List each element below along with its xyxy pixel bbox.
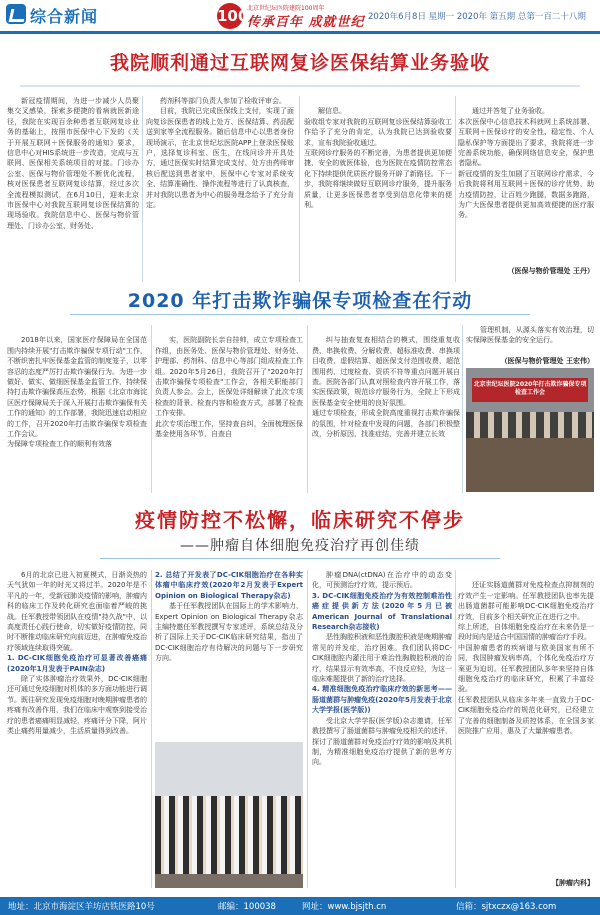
article2-column-1 bbox=[7, 325, 147, 493]
article1-paragraph: 通过并答复了业务验收。 本次医保中心信息技术科就网上系统部署、互联网＋医保诊疗的安全性、稳定性、个人隐私保护等方面提出了要求，我院将进一步完善系统功能，确保网络信息安全，保护患者隐私。 新冠疫情的发生加剧了互联网诊疗需求，今后我院将利用互联网＋医保的诊疗优势，助力疫情防控，让百姓少跑腿，数据多跑路，为广大医保患者提供更加高效便捷的医疗服务。 bbox=[458, 107, 594, 220]
article2-paragraph: 管理机制，从源头落实有效治理，切实保障医保基金的安全运行。 bbox=[466, 326, 594, 345]
centennial-badge: 100 bbox=[217, 3, 243, 29]
article1-paragraph: 药剂科等部门负责人参加了检收评审会。 bbox=[160, 97, 286, 105]
article3-subheading: 1. DC-CIK细胞免疫治疗可显著改善癌痛(2020年1月发表于PAIN杂志) bbox=[7, 654, 147, 673]
centennial-caption: 北京世纪坛医院建院100周年 bbox=[247, 5, 325, 12]
article3-paragraph: 除了实体肿瘤治疗效果外，DC-CIK细胞还可通过免疫细胞对机体的多方面功能进行调节。既往研究发现免疫细胞对晚期肿瘤患者的疼痛有改善作用，我们在临床中观察到接受治疗的患者癌痛明显减轻，疼痛评分下降，阿片类止痛药用量减少，生活质量得到改善。 bbox=[7, 675, 147, 736]
article3-signature: 【肿瘤内科】 bbox=[552, 879, 594, 887]
column-divider bbox=[151, 325, 152, 493]
article3-rule bbox=[100, 558, 500, 559]
article1-paragraph: 新冠疫情期间，为进一步减少人员聚集交叉感染，探索多便捷的看病就医新途径，我院在实现百余种患者互联网复诊业务的基础上，按照市医保中心下发的《关于开展互联网＋医保服务的通知》要求，信息中心对HIS系统进一步改造，完成与互联网、医保相关系统项目的对接。门诊办公室、医保与物价管理处不断优化流程，核对医保患者互联网复诊结算，经过多次全流程模拟测试，在6月10日，迎来北京市医保中心对我院互联网复诊医保结算的现场验收。我院信息中心、医保与物价管理处、门诊办公室、财务处、 bbox=[7, 97, 139, 230]
article2-column-2 bbox=[155, 325, 303, 493]
footer-email-link[interactable]: 信箱：sjtxczx@163.com bbox=[456, 902, 557, 912]
article3-paragraph: 肿瘤DNA(ctDNA)在治疗中的动态变化，可预测治疗疗效，提示预后。 bbox=[312, 571, 452, 590]
article3-subheading: 3. DC-CIK细胞免疫治疗为有效控制难治性癌症提供新方法(2020年5月已被American Journal of Translational Research杂志接收) bbox=[312, 591, 452, 632]
article2-paragraph: 2018年以来，国家医疗保障局在全国范围内持续开展"打击欺诈骗保专项行动"工作，不断织密扎牢医保基金监管的制度笼子，以零容忍的态度严厉打击欺诈骗保行为。为进一步做好、做实、做细医保基金监管工作，持续保持打击欺诈骗保高压态势，根据《北京市海淀区医疗保障局关于深入开展打击欺诈骗保有关工作的通知》的工作部署，我院迅速启动相应的工作，召开2020年打击欺诈骗保专项检查工作会议。 为保障专项检查工作的顺利有效落 bbox=[7, 336, 147, 449]
column-divider bbox=[455, 96, 456, 282]
article3-column-4 bbox=[458, 570, 594, 870]
article3-column-2 bbox=[155, 570, 303, 738]
article3-subtitle: ——肿瘤自体细胞免疫治疗再创佳绩 bbox=[180, 538, 420, 554]
article3-subheading: 4. 精准细胞免疫治疗临床疗效的新思考——肠道菌群与肿瘤免疫(2020年5月发表于北京大学学报(医学版)) bbox=[312, 685, 452, 715]
photo-table bbox=[466, 438, 594, 492]
photo-floor bbox=[155, 874, 303, 888]
article3-paragraph: 基于任军教授团队在国际上的学术影响力，Expert Opinion on Biological Therapy杂志主编特邀任军教授撰写专家述评，系统总结及分析了国际上关于DC-CIK临床研究结果，指出了DC-CIK细胞治疗有待解决的问题与下一步研究方向。 bbox=[155, 602, 303, 663]
masthead bbox=[0, 0, 600, 34]
article2-column-3 bbox=[312, 325, 460, 493]
column-divider bbox=[307, 570, 308, 888]
article3-paragraph: 还证实肠道菌群对免疫检查点抑制剂的疗效产生一定影响。任军教授团队也率先提出肠道菌群可能影响DC-CIK细胞免疫治疗疗效，目前多个相关研究正在进行之中。 综上所述，自体细胞免疫治疗在未来仍是一段时间内是适合中国国情的肿瘤治疗手段。 中国肿瘤患者的疾病谱与欧美国家有所不同，我国肿瘤发病率高，个体化免疫治疗方案更为迫切。任军教授团队多年来坚持自体细胞免疫治疗的临床研究，积累了丰富经验。 任军教授团队从临床多年来一直致力于DC-CIK细胞免疫治疗的规范化研究，已经建立了完善的细胞制备及质控体系，在全国多家医院推广应用，惠及了大量肿瘤患者。 bbox=[458, 581, 594, 736]
footer-website-link[interactable]: 网址：www.bjsjth.cn bbox=[302, 902, 387, 912]
article1-column-1 bbox=[7, 96, 139, 286]
group-photo bbox=[155, 742, 303, 888]
article1-headline: 我院顺利通过互联网复诊医保结算业务验收 bbox=[109, 52, 490, 74]
article2-headline: 2020 年打击欺诈骗保专项检查在行动 bbox=[127, 290, 473, 312]
column-divider bbox=[455, 570, 456, 888]
article3-subheading: 2. 总结了开发表了DC-CIK细胞治疗在各种实体瘤中临床疗效(2020年2月发表于Expert Opinion on Biological Therapy杂志) bbox=[155, 571, 303, 600]
article3-column-3 bbox=[312, 570, 452, 888]
article3-paragraph: 6月的北京已进入初夏模式，日渐炎热的天气犹如一年的时光又将过半。2020年是不平凡的一年，受新冠肺炎疫情的影响，肿瘤内科的临床工作及转化研究也面临着严峻的挑战。任军教授带领团队在疫情"持久战"中，以高度责任心践行使命，切实做好疫情防控，同时不断推动临床研究向前迈进，在肿瘤免疫治疗领域连续取得突破。 bbox=[7, 571, 147, 652]
column-divider bbox=[151, 570, 152, 888]
section-title: 综合新闻 bbox=[30, 7, 99, 26]
article3-headline: 疫情防控不松懈，临床研究不停步 bbox=[135, 508, 465, 532]
article1-column-4 bbox=[458, 96, 594, 254]
masthead-divider bbox=[0, 31, 600, 34]
article1-paragraph: 目前，我院已完成医保线上支付，实现了面向复诊医保患者的线上处方、医保结算、药品配送到家等全流程服务。随后信息中心以患者身份现场演示，在北京世纪坛医院APP上登录医保账户，选择复诊科室、医生，在线问诊并开具处方，通过医保实时结算完成支付，处方由药师审核后配送到患者家中，医保中心专家对系统安全、结算准确性、操作流程等进行了认真核查，并对我院以患者为中心的服务理念给予了充分肯定。 bbox=[146, 107, 294, 210]
article3-paragraph: 受北京大学学报(医学版)杂志邀请，任军教授撰写了肠道菌群与肿瘤免疫相关的述评，探讨了肠道菌群对免疫治疗疗效的影响及其机制，为精准细胞免疫治疗提供了新的思考方向。 bbox=[312, 716, 452, 767]
article1-rule bbox=[20, 85, 580, 87]
article3-paragraph: 恶性胸腔积液和恶性腹腔积液是晚期肿瘤常见的并发症，治疗困难。我们团队将DC-CIK细胞腔内灌注用于难治性胸腹腔积液的治疗，结果显示有效率高，不良反应轻，为这一临床难题提供了新的治疗选择。 bbox=[312, 633, 452, 684]
newspaper-logo-icon bbox=[6, 4, 26, 24]
footer-address: 地址：北京市海淀区羊坊店铁医路10号 bbox=[8, 902, 155, 912]
column-divider bbox=[462, 325, 463, 493]
column-divider bbox=[307, 325, 308, 493]
meeting-banner: 北京世纪坛医院2020年打击欺诈骗保专项检查工作会 bbox=[472, 378, 588, 402]
footer-postcode: 邮编：100038 bbox=[218, 902, 276, 912]
footer-bar bbox=[0, 897, 600, 915]
column-divider bbox=[142, 96, 143, 282]
article1-column-3 bbox=[304, 96, 452, 286]
article2-paragraph: 实，医院副院长亲自挂帅，成立专项检查工作组，由医务处、医保与物价管理处、财务处、护理部、药剂科、信息中心等部门组成检查工作组。2020年5月26日，我院召开了"2020年打击欺诈骗保专项检查"工作会，各相关职能部门负责人参会。会上，医保处详细解读了此次专项检查的背景、检查内容和检查方式，部署了检查工作安排。 此次专项治理工作，坚持查自纠，全面梳理医保基金使用各环节，自查自 bbox=[155, 336, 303, 439]
centennial-slogan: 传承百年 成就世纪 bbox=[247, 15, 365, 30]
article2-paragraph: 纠与抽查复查相结合的模式，围绕重复收费、串换收费、分解收费、超标准收费、串换项目收费、虚假结算、超医保支付范围收费、超范围用药、过度检查、资质不符等重点问题开展自查。医院各部门认真对照检查内容开展工作，落实医保政策，规范诊疗服务行为，全院上下形成医保基金安全使用的良好氛围。 通过专项检查，形成全院高度重视打击欺诈骗保的氛围，针对检查中发现的问题，各部门积极整改，分析原因，找准症结，完善并建立长效 bbox=[312, 336, 460, 439]
article3-column-1 bbox=[7, 570, 147, 888]
meeting-photo bbox=[466, 368, 594, 492]
article2-signature: （医保与物价管理处 王宏伟） bbox=[500, 357, 594, 365]
column-divider bbox=[299, 96, 300, 282]
article2-rule bbox=[70, 314, 530, 315]
photo-background bbox=[155, 742, 303, 796]
article1-column-2 bbox=[146, 96, 294, 210]
article1-paragraph: 解信息。 验收组专家对我院的互联网复诊医保结算验收工作给予了充分的肯定，认为我院已达到验收要求，宣布我院验收通过。 互联网诊疗服务的不断完善，为患者提供更加便捷、安全的就医体验，也为医院在疫情防控常态化下持续提供优质医疗服务开辟了新路径。下一步，我院将继续做好互联网诊疗服务，提升服务质量，让更多医保患者享受到信息化带来的便利。 bbox=[304, 107, 452, 210]
issue-date: 2020年6月8日 星期一 2020年 第五期 总第一百二十八期 bbox=[368, 12, 586, 22]
article1-signature: （医保与物价管理处 王丹） bbox=[507, 267, 594, 275]
